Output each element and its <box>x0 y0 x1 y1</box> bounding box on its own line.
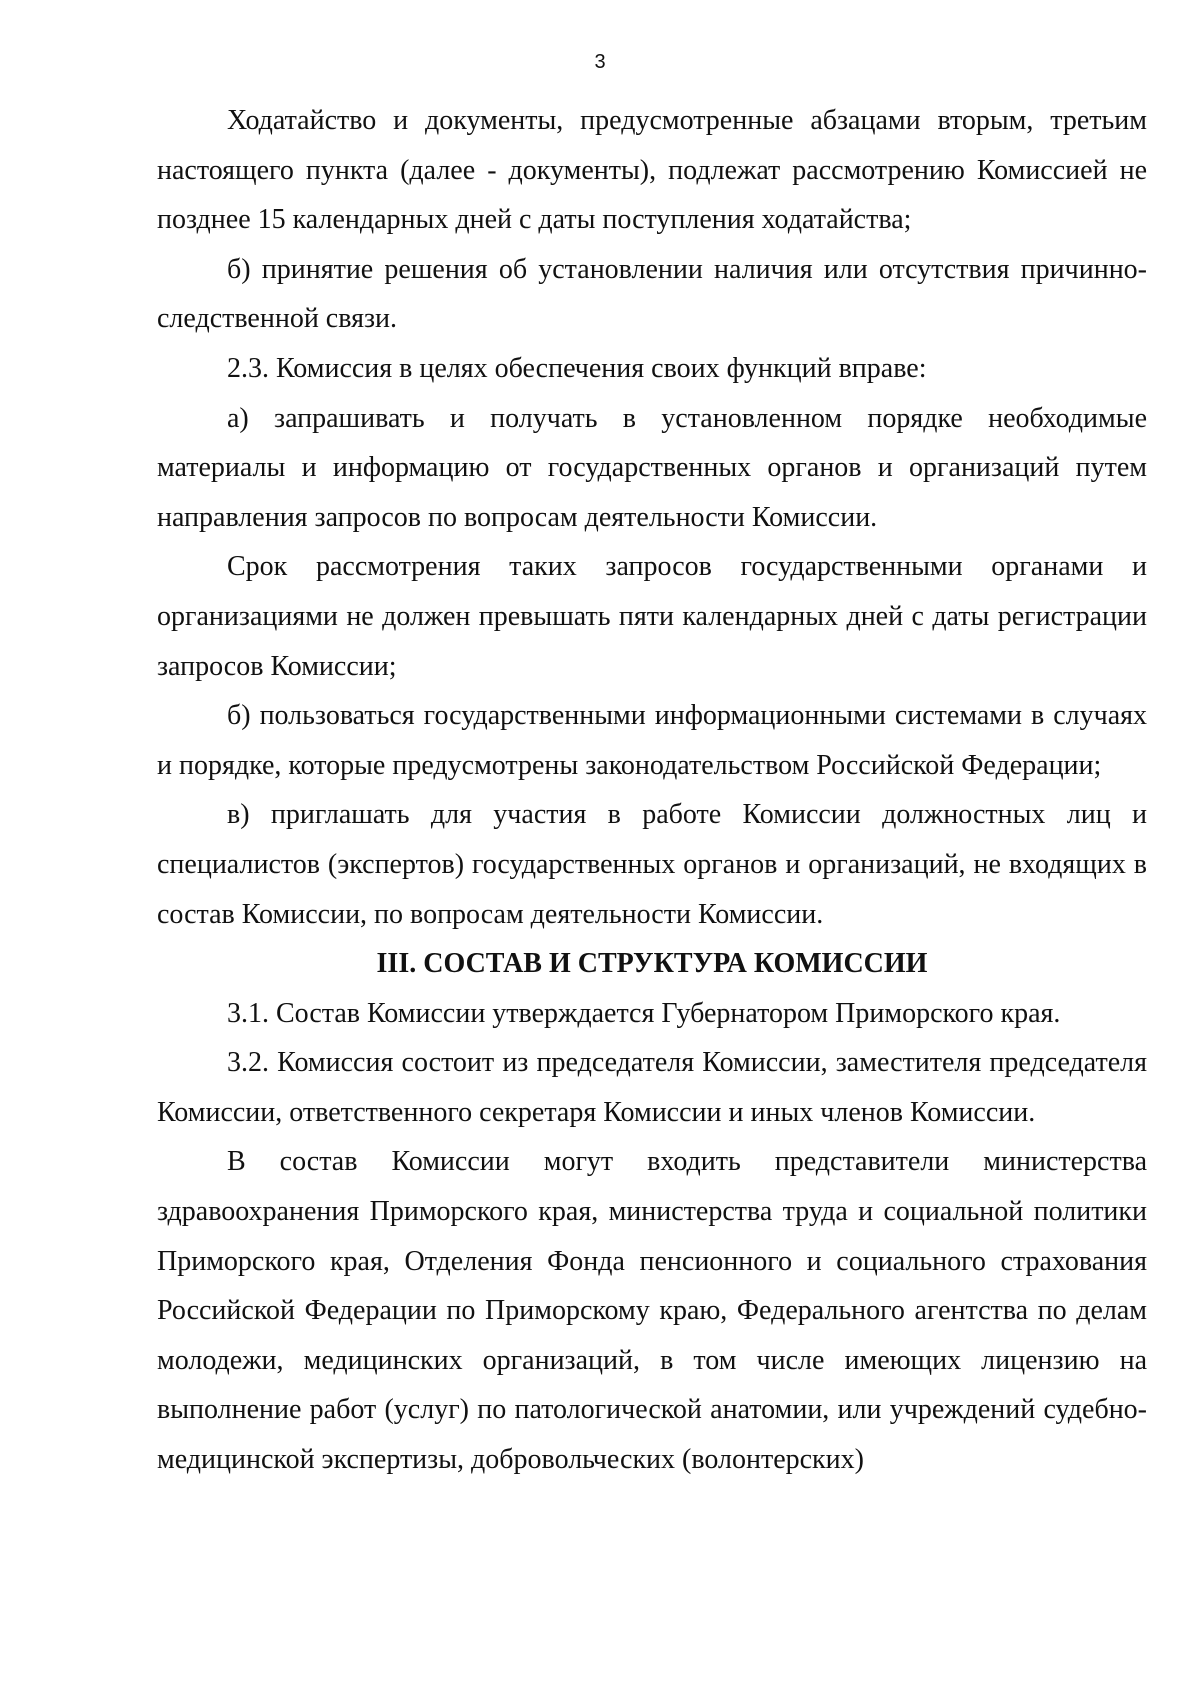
paragraph-request-materials: а) запрашивать и получать в установленном порядке необходимые материалы и информацию от государственных органов и организаций путем направления запросов по вопросам деятельности Комиссии. <box>157 402 1147 533</box>
paragraph-invite-experts: в) приглашать для участия в работе Комиссии должностных лиц и специалистов (экспертов) государственных органов и организаций, не входящих в состав Комиссии, по вопросам деятельности Комиссии. <box>157 799 1147 930</box>
document-body <box>157 96 1147 1485</box>
paragraph-composition-representatives: В состав Комиссии могут входить представители министерства здравоохранения Приморского края, министерства труда и социальной политики Приморского края, Отделения Фонда пенсионного и социального страхования Российской Федерации по Приморскому краю, Федерального агентства по делам молодежи, медицинских организаций, в том числе имеющих лицензию на выполнение работ (услуг) по патологической анатомии, или учреждений судебно-медицинской экспертизы, добровольческих (волонтерских) <box>157 1146 1147 1476</box>
paragraph-use-info-systems: б) пользоваться государственными информационными системами в случаях и порядке, которые предусмотрены законодательством Российской Федерации; <box>157 700 1147 781</box>
paragraph-composition-approval: 3.1. Состав Комиссии утверждается Губернатором Приморского края. <box>227 997 1061 1029</box>
paragraph-request-deadline: Срок рассмотрения таких запросов государственными органами и организациями не должен превышать пяти календарных дней с даты регистрации запросов Комиссии; <box>157 551 1147 682</box>
paragraph-commission-rights: 2.3. Комиссия в целях обеспечения своих функций вправе: <box>227 352 927 384</box>
paragraph-composition-members: 3.2. Комиссия состоит из председателя Комиссии, заместителя председателя Комиссии, ответственного секретаря Комиссии и иных членов Комиссии. <box>157 1047 1147 1128</box>
section-heading: III. СОСТАВ И СТРУКТУРА КОМИССИИ <box>376 948 928 980</box>
page-number: 3 <box>594 51 606 73</box>
paragraph-petition-documents: Ходатайство и документы, предусмотренные абзацами вторым, третьим настоящего пункта (далее - документы), подлежат рассмотрению Комиссией не позднее 15 календарных дней с даты поступления ходатайства; <box>157 105 1147 236</box>
paragraph-decision-causal-link: б) принятие решения об установлении наличия или отсутствия причинно-следственной связи. <box>157 253 1147 335</box>
